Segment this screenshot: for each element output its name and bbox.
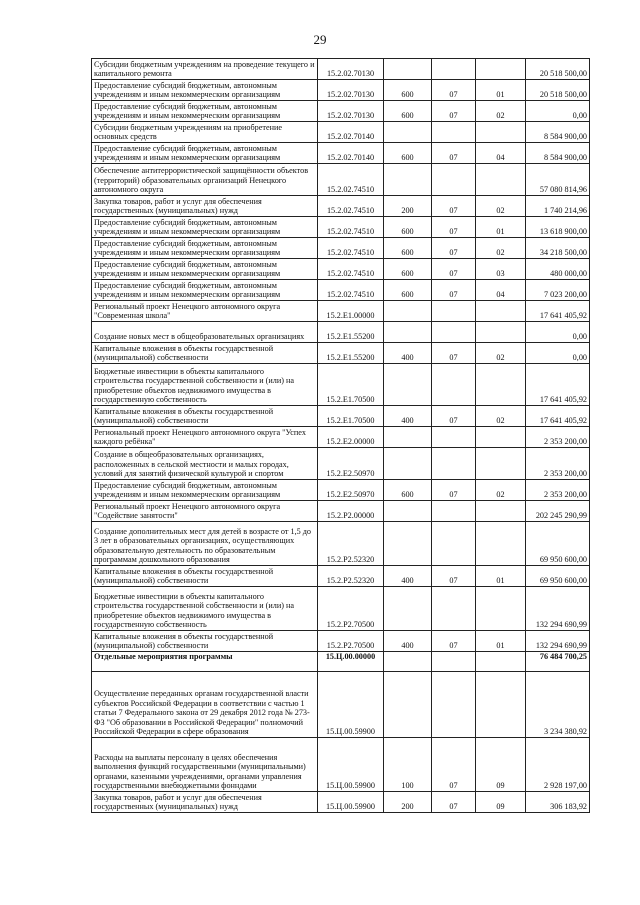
row-name-cell: Капитальные вложения в объекты государственной (муниципальной) собственности xyxy=(92,566,318,587)
expense-type-cell: 400 xyxy=(384,406,432,427)
row-name-cell: Предоставление субсидий бюджетным, автономным учреждениям и иным некоммерческим организациям xyxy=(92,259,318,280)
section-cell xyxy=(432,587,476,631)
section-cell: 07 xyxy=(432,80,476,101)
amount-cell: 2 353 200,00 xyxy=(526,448,590,480)
target-code-cell: 15.2.02.74510 xyxy=(318,217,384,238)
table-row xyxy=(92,238,590,259)
amount-cell: 202 245 290,99 xyxy=(526,501,590,522)
table-row xyxy=(92,301,590,322)
table-row xyxy=(92,364,590,406)
amount-cell: 17 641 405,92 xyxy=(526,301,590,322)
target-code-cell: 15.Ц.00.59900 xyxy=(318,738,384,792)
subsection-cell: 01 xyxy=(476,631,526,652)
amount-cell: 8 584 900,00 xyxy=(526,122,590,143)
target-code-cell: 15.2.02.74510 xyxy=(318,164,384,196)
section-cell xyxy=(432,522,476,566)
row-name-cell: Обеспечение антитеррористической защищённости объектов (территорий) образовательных организаций Ненецкого автономного округа xyxy=(92,164,318,196)
expense-type-cell: 600 xyxy=(384,238,432,259)
target-code-cell: 15.2.Е1.70500 xyxy=(318,364,384,406)
row-name-cell: Капитальные вложения в объекты государственной (муниципальной) собственности xyxy=(92,343,318,364)
target-code-cell: 15.2.Р2.52320 xyxy=(318,522,384,566)
table-row xyxy=(92,501,590,522)
subsection-cell: 01 xyxy=(476,217,526,238)
budget-table-body xyxy=(92,59,590,813)
table-row xyxy=(92,280,590,301)
expense-type-cell xyxy=(384,59,432,80)
subsection-cell: 09 xyxy=(476,792,526,813)
amount-cell: 480 000,00 xyxy=(526,259,590,280)
expense-type-cell xyxy=(384,448,432,480)
subsection-cell xyxy=(476,522,526,566)
amount-cell: 57 080 814,96 xyxy=(526,164,590,196)
expense-type-cell: 600 xyxy=(384,101,432,122)
expense-type-cell: 600 xyxy=(384,80,432,101)
subsection-cell: 02 xyxy=(476,196,526,217)
section-cell xyxy=(432,364,476,406)
amount-cell: 306 183,92 xyxy=(526,792,590,813)
amount-cell: 20 518 500,00 xyxy=(526,59,590,80)
row-name-cell: Субсидии бюджетным учреждениям на приобретение основных средств xyxy=(92,122,318,143)
section-cell: 07 xyxy=(432,343,476,364)
table-row xyxy=(92,80,590,101)
section-cell xyxy=(432,448,476,480)
subsection-cell xyxy=(476,301,526,322)
target-code-cell: 15.Ц.00.59900 xyxy=(318,792,384,813)
amount-cell: 20 518 500,00 xyxy=(526,80,590,101)
amount-cell: 132 294 690,99 xyxy=(526,631,590,652)
target-code-cell: 15.2.02.70140 xyxy=(318,122,384,143)
section-cell: 07 xyxy=(432,238,476,259)
amount-cell: 2 353 200,00 xyxy=(526,480,590,501)
section-cell: 07 xyxy=(432,406,476,427)
target-code-cell: 15.2.Е1.55200 xyxy=(318,322,384,343)
expense-type-cell: 600 xyxy=(384,280,432,301)
amount-cell: 0,00 xyxy=(526,343,590,364)
expense-type-cell: 200 xyxy=(384,196,432,217)
target-code-cell: 15.2.02.70140 xyxy=(318,143,384,164)
row-name-cell: Предоставление субсидий бюджетным, автономным учреждениям и иным некоммерческим организациям xyxy=(92,480,318,501)
row-name-cell: Субсидии бюджетным учреждениям на проведение текущего и капитального ремонта xyxy=(92,59,318,80)
expense-type-cell: 600 xyxy=(384,259,432,280)
target-code-cell: 15.2.Е1.55200 xyxy=(318,343,384,364)
section-cell xyxy=(432,164,476,196)
row-name-cell: Бюджетные инвестиции в объекты капитального строительства государственной собственности и (или) на приобретение объектов недвижимого имущества в государственную собственность xyxy=(92,587,318,631)
expense-type-cell: 600 xyxy=(384,217,432,238)
section-cell xyxy=(432,122,476,143)
amount-cell: 132 294 690,99 xyxy=(526,587,590,631)
subsection-cell: 01 xyxy=(476,80,526,101)
table-row xyxy=(92,143,590,164)
target-code-cell: 15.2.02.74510 xyxy=(318,238,384,259)
table-row xyxy=(92,101,590,122)
row-name-cell: Капитальные вложения в объекты государственной (муниципальной) собственности xyxy=(92,631,318,652)
target-code-cell: 15.2.Е2.50970 xyxy=(318,448,384,480)
row-name-cell: Предоставление субсидий бюджетным, автономным учреждениям и иным некоммерческим организациям xyxy=(92,238,318,259)
section-cell: 07 xyxy=(432,101,476,122)
section-cell: 07 xyxy=(432,631,476,652)
amount-cell: 0,00 xyxy=(526,322,590,343)
expense-type-cell: 100 xyxy=(384,738,432,792)
subsection-cell xyxy=(476,652,526,672)
amount-cell: 17 641 405,92 xyxy=(526,364,590,406)
row-name-cell: Предоставление субсидий бюджетным, автономным учреждениям и иным некоммерческим организациям xyxy=(92,80,318,101)
expense-type-cell: 400 xyxy=(384,566,432,587)
page-number: 29 xyxy=(313,32,327,47)
subsection-cell: 01 xyxy=(476,566,526,587)
subsection-cell xyxy=(476,59,526,80)
subsection-cell xyxy=(476,587,526,631)
amount-cell: 17 641 405,92 xyxy=(526,406,590,427)
table-row xyxy=(92,652,590,672)
table-row xyxy=(92,259,590,280)
section-cell xyxy=(432,501,476,522)
section-cell: 07 xyxy=(432,196,476,217)
row-name-cell: Предоставление субсидий бюджетным, автономным учреждениям и иным некоммерческим организациям xyxy=(92,280,318,301)
table-row xyxy=(92,406,590,427)
amount-cell: 2 353 200,00 xyxy=(526,427,590,448)
subsection-cell xyxy=(476,364,526,406)
target-code-cell: 15.2.Р2.70500 xyxy=(318,587,384,631)
row-name-cell: Осуществление переданных органам государственной власти субъектов Российской Федерации в соответствии с частью 1 статьи 7 Федерального закона от 29 декабря 2012 года № 273-ФЗ "Об образовании в Российской Федерации" полномочий Российской Федерации в сфере образования xyxy=(92,672,318,738)
target-code-cell: 15.2.Е1.70500 xyxy=(318,406,384,427)
subsection-cell: 04 xyxy=(476,280,526,301)
row-name-cell: Предоставление субсидий бюджетным, автономным учреждениям и иным некоммерческим организациям xyxy=(92,101,318,122)
target-code-cell: 15.2.Р2.00000 xyxy=(318,501,384,522)
table-row xyxy=(92,322,590,343)
table-row xyxy=(92,631,590,652)
expense-type-cell xyxy=(384,164,432,196)
amount-cell: 34 218 500,00 xyxy=(526,238,590,259)
section-cell: 07 xyxy=(432,738,476,792)
row-name-cell: Создание новых мест в общеобразовательных организациях xyxy=(92,322,318,343)
expense-type-cell: 400 xyxy=(384,631,432,652)
amount-cell: 13 618 900,00 xyxy=(526,217,590,238)
subsection-cell: 09 xyxy=(476,738,526,792)
table-row xyxy=(92,672,590,738)
target-code-cell: 15.2.Е1.00000 xyxy=(318,301,384,322)
expense-type-cell xyxy=(384,427,432,448)
table-row xyxy=(92,343,590,364)
subsection-cell xyxy=(476,322,526,343)
subsection-cell: 03 xyxy=(476,259,526,280)
row-name-cell: Расходы на выплаты персоналу в целях обеспечения выполнения функций государственными (муниципальными) органами, казенными учреждениями, органами управления государственными внебюджетными фонндами xyxy=(92,738,318,792)
row-name-cell: Предоставление субсидий бюджетным, автономным учреждениям и иным некоммерческим организациям xyxy=(92,217,318,238)
table-row xyxy=(92,566,590,587)
subsection-cell: 04 xyxy=(476,143,526,164)
target-code-cell: 15.2.02.70130 xyxy=(318,59,384,80)
target-code-cell: 15.2.Е2.00000 xyxy=(318,427,384,448)
amount-cell: 2 928 197,00 xyxy=(526,738,590,792)
table-row xyxy=(92,480,590,501)
subsection-cell: 02 xyxy=(476,343,526,364)
expense-type-cell xyxy=(384,652,432,672)
row-name-cell: Создание в общеобразовательных организациях, расположенных в сельской местности и малых городах, условий для занятий физической культурой и спортом xyxy=(92,448,318,480)
section-cell xyxy=(432,59,476,80)
amount-cell: 7 023 200,00 xyxy=(526,280,590,301)
expense-type-cell xyxy=(384,364,432,406)
target-code-cell: 15.2.Р2.70500 xyxy=(318,631,384,652)
section-cell xyxy=(432,301,476,322)
row-name-cell: Региональный проект Ненецкого автономного округа "Успех каждого ребёнка" xyxy=(92,427,318,448)
table-row xyxy=(92,448,590,480)
amount-cell: 69 950 600,00 xyxy=(526,566,590,587)
subsection-cell xyxy=(476,672,526,738)
expense-type-cell xyxy=(384,672,432,738)
row-name-cell: Создание дополнительных мест для детей в возрасте от 1,5 до 3 лет в образовательных организациях, осуществляющих образовательную деятельность по образовательным программам дошкольного образования xyxy=(92,522,318,566)
section-cell: 07 xyxy=(432,480,476,501)
amount-cell: 69 950 600,00 xyxy=(526,522,590,566)
table-row xyxy=(92,427,590,448)
section-cell: 07 xyxy=(432,259,476,280)
section-cell xyxy=(432,427,476,448)
subsection-cell: 02 xyxy=(476,480,526,501)
target-code-cell: 15.Ц.00.00000 xyxy=(318,652,384,672)
row-name-cell: Отдельные мероприятия программы xyxy=(92,652,318,672)
expense-type-cell: 600 xyxy=(384,143,432,164)
subsection-cell xyxy=(476,122,526,143)
expense-type-cell xyxy=(384,522,432,566)
expense-type-cell: 600 xyxy=(384,480,432,501)
table-row xyxy=(92,738,590,792)
section-cell: 07 xyxy=(432,566,476,587)
row-name-cell: Капитальные вложения в объекты государственной (муниципальной) собственности xyxy=(92,406,318,427)
subsection-cell xyxy=(476,448,526,480)
expense-type-cell xyxy=(384,122,432,143)
target-code-cell: 15.2.02.70130 xyxy=(318,80,384,101)
subsection-cell xyxy=(476,501,526,522)
table-row xyxy=(92,122,590,143)
target-code-cell: 15.Ц.00.59900 xyxy=(318,672,384,738)
row-name-cell: Закупка товаров, работ и услуг для обеспечения государственных (муниципальных) нужд xyxy=(92,196,318,217)
table-row xyxy=(92,196,590,217)
target-code-cell: 15.2.Е2.50970 xyxy=(318,480,384,501)
target-code-cell: 15.2.02.74510 xyxy=(318,259,384,280)
row-name-cell: Предоставление субсидий бюджетным, автономным учреждениям и иным некоммерческим организациям xyxy=(92,143,318,164)
row-name-cell: Закупка товаров, работ и услуг для обеспечения государственных (муниципальных) нужд xyxy=(92,792,318,813)
section-cell: 07 xyxy=(432,280,476,301)
table-row xyxy=(92,59,590,80)
expense-type-cell xyxy=(384,501,432,522)
row-name-cell: Региональный проект Ненецкого автономного округа "Современная школа" xyxy=(92,301,318,322)
expense-type-cell xyxy=(384,587,432,631)
target-code-cell: 15.2.02.70130 xyxy=(318,101,384,122)
expense-type-cell xyxy=(384,301,432,322)
target-code-cell: 15.2.02.74510 xyxy=(318,280,384,301)
amount-cell: 1 740 214,96 xyxy=(526,196,590,217)
section-cell xyxy=(432,652,476,672)
budget-table xyxy=(91,58,590,813)
section-cell: 07 xyxy=(432,792,476,813)
section-cell: 07 xyxy=(432,143,476,164)
section-cell: 07 xyxy=(432,217,476,238)
target-code-cell: 15.2.Р2.52320 xyxy=(318,566,384,587)
amount-cell: 76 484 700,25 xyxy=(526,652,590,672)
table-row xyxy=(92,792,590,813)
subsection-cell: 02 xyxy=(476,406,526,427)
subsection-cell xyxy=(476,427,526,448)
table-row xyxy=(92,522,590,566)
subsection-cell: 02 xyxy=(476,101,526,122)
amount-cell: 3 234 380,92 xyxy=(526,672,590,738)
amount-cell: 8 584 900,00 xyxy=(526,143,590,164)
row-name-cell: Бюджетные инвестиции в объекты капитального строительства государственной собственности и (или) на приобретение объектов недвижимого имущества в государственную собственность xyxy=(92,364,318,406)
table-row xyxy=(92,217,590,238)
amount-cell: 0,00 xyxy=(526,101,590,122)
target-code-cell: 15.2.02.74510 xyxy=(318,196,384,217)
expense-type-cell xyxy=(384,322,432,343)
section-cell xyxy=(432,322,476,343)
expense-type-cell: 400 xyxy=(384,343,432,364)
expense-type-cell: 200 xyxy=(384,792,432,813)
subsection-cell xyxy=(476,164,526,196)
section-cell xyxy=(432,672,476,738)
table-row xyxy=(92,164,590,196)
subsection-cell: 02 xyxy=(476,238,526,259)
row-name-cell: Региональный проект Ненецкого автономного округа "Содействие занятости" xyxy=(92,501,318,522)
table-row xyxy=(92,587,590,631)
